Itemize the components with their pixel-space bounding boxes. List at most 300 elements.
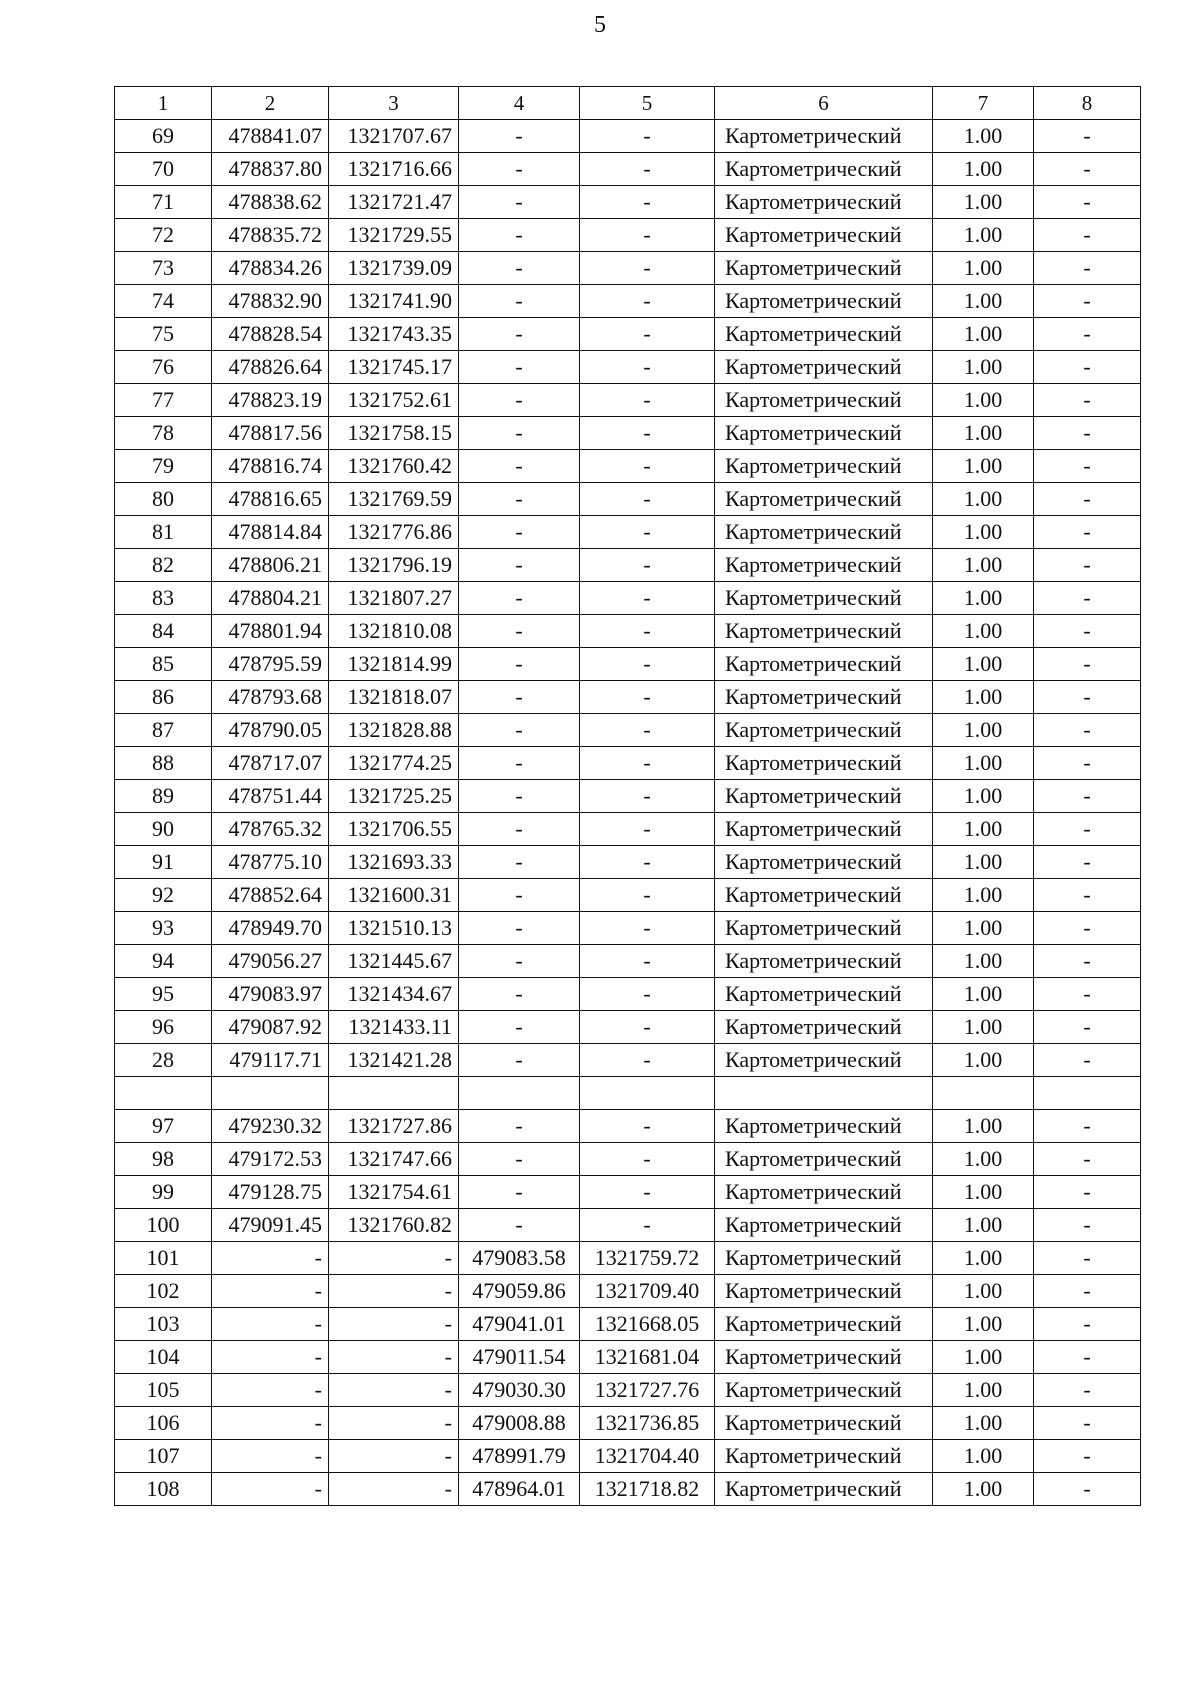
table-cell: 478804.21 — [212, 582, 329, 615]
table-cell: - — [580, 912, 715, 945]
table-cell: 1.00 — [933, 1011, 1034, 1044]
table-cell: - — [459, 120, 580, 153]
table-cell: Картометрический — [715, 1341, 933, 1374]
table-cell: - — [459, 1044, 580, 1077]
table-cell: 478832.90 — [212, 285, 329, 318]
table-cell: - — [459, 318, 580, 351]
table-cell: 479091.45 — [212, 1209, 329, 1242]
table-cell: - — [1034, 1440, 1141, 1473]
table-cell: 89 — [115, 780, 212, 813]
table-cell: 478964.01 — [459, 1473, 580, 1506]
table-cell: - — [212, 1275, 329, 1308]
table-row — [115, 1176, 1141, 1209]
table-cell: - — [1034, 1110, 1141, 1143]
table-cell: 1321709.40 — [580, 1275, 715, 1308]
table-cell: 1.00 — [933, 879, 1034, 912]
table-cell: 1321760.42 — [329, 450, 459, 483]
table-cell — [212, 1077, 329, 1110]
table-cell: 479056.27 — [212, 945, 329, 978]
table-cell: - — [459, 516, 580, 549]
table-cell: 478801.94 — [212, 615, 329, 648]
table-row — [115, 1011, 1141, 1044]
table-cell: 1.00 — [933, 1209, 1034, 1242]
table-cell: - — [1034, 450, 1141, 483]
table-cell: 478775.10 — [212, 846, 329, 879]
table-cell: 1.00 — [933, 483, 1034, 516]
table-cell: - — [580, 318, 715, 351]
table-row — [115, 153, 1141, 186]
table-cell: 1.00 — [933, 285, 1034, 318]
table-cell: Картометрический — [715, 1374, 933, 1407]
table-cell: - — [459, 186, 580, 219]
table-cell: 478834.26 — [212, 252, 329, 285]
table-cell: - — [459, 978, 580, 1011]
table-cell: Картометрический — [715, 516, 933, 549]
table-cell: - — [459, 384, 580, 417]
table-cell: - — [329, 1341, 459, 1374]
table-cell: 1.00 — [933, 1044, 1034, 1077]
table-row — [115, 120, 1141, 153]
table-cell: - — [1034, 582, 1141, 615]
table-cell: - — [459, 1209, 580, 1242]
table-cell: 1321434.67 — [329, 978, 459, 1011]
table-cell: Картометрический — [715, 879, 933, 912]
table-cell: 1.00 — [933, 417, 1034, 450]
table-cell: 1.00 — [933, 516, 1034, 549]
table-cell: Картометрический — [715, 945, 933, 978]
table-cell: 1321741.90 — [329, 285, 459, 318]
table-row — [115, 1374, 1141, 1407]
table-cell: Картометрический — [715, 351, 933, 384]
table-cell: Картометрический — [715, 912, 933, 945]
table-cell: - — [329, 1407, 459, 1440]
table-cell: 1.00 — [933, 1407, 1034, 1440]
table-cell: - — [580, 747, 715, 780]
table-cell: - — [329, 1242, 459, 1275]
table-cell: - — [459, 549, 580, 582]
table-cell: Картометрический — [715, 450, 933, 483]
table-cell: Картометрический — [715, 1011, 933, 1044]
table-cell: Картометрический — [715, 1308, 933, 1341]
table-cell: - — [212, 1374, 329, 1407]
table-cell: 79 — [115, 450, 212, 483]
table-cell: 478835.72 — [212, 219, 329, 252]
table-cell: - — [212, 1341, 329, 1374]
column-header: 3 — [329, 87, 459, 120]
table-row — [115, 1242, 1141, 1275]
table-cell: 94 — [115, 945, 212, 978]
column-header: 7 — [933, 87, 1034, 120]
table-cell: 1.00 — [933, 153, 1034, 186]
table-cell: 1321810.08 — [329, 615, 459, 648]
table-cell: Картометрический — [715, 417, 933, 450]
table-cell: 479117.71 — [212, 1044, 329, 1077]
table-cell: 478816.65 — [212, 483, 329, 516]
table-cell: - — [459, 483, 580, 516]
table-cell — [933, 1077, 1034, 1110]
table-cell: Картометрический — [715, 1242, 933, 1275]
table-cell: 87 — [115, 714, 212, 747]
table-cell: 1.00 — [933, 615, 1034, 648]
table-cell: - — [580, 978, 715, 1011]
table-cell: Картометрический — [715, 714, 933, 747]
table-cell: 1321814.99 — [329, 648, 459, 681]
table-cell: - — [580, 714, 715, 747]
table-cell: - — [580, 1176, 715, 1209]
column-header: 5 — [580, 87, 715, 120]
table-cell: - — [1034, 120, 1141, 153]
table-cell: Картометрический — [715, 582, 933, 615]
table-cell: - — [459, 846, 580, 879]
table-cell: Картометрический — [715, 120, 933, 153]
table-cell: 1321736.85 — [580, 1407, 715, 1440]
table-cell: 93 — [115, 912, 212, 945]
table-row — [115, 1407, 1141, 1440]
table-cell: 97 — [115, 1110, 212, 1143]
table-cell: 478795.59 — [212, 648, 329, 681]
table-cell: - — [459, 1143, 580, 1176]
table-cell: 1.00 — [933, 120, 1034, 153]
table-cell: 1.00 — [933, 219, 1034, 252]
column-header: 8 — [1034, 87, 1141, 120]
table-cell: 478814.84 — [212, 516, 329, 549]
table-cell: 1.00 — [933, 1440, 1034, 1473]
table-cell: 1.00 — [933, 252, 1034, 285]
table-cell: Картометрический — [715, 483, 933, 516]
table-cell: 479008.88 — [459, 1407, 580, 1440]
table-row — [115, 1308, 1141, 1341]
table-cell: - — [1034, 945, 1141, 978]
table-row — [115, 483, 1141, 516]
table-cell: - — [1034, 813, 1141, 846]
table-cell: - — [580, 1011, 715, 1044]
table-row — [115, 879, 1141, 912]
table-cell: 479083.58 — [459, 1242, 580, 1275]
table-cell: - — [459, 714, 580, 747]
table-cell: 479230.32 — [212, 1110, 329, 1143]
table-cell: - — [459, 1110, 580, 1143]
table-cell: Картометрический — [715, 1440, 933, 1473]
table-cell: 106 — [115, 1407, 212, 1440]
table-cell: - — [1034, 417, 1141, 450]
table-cell: 478949.70 — [212, 912, 329, 945]
table-cell: 1321754.61 — [329, 1176, 459, 1209]
table-cell: - — [580, 648, 715, 681]
table-cell: - — [580, 516, 715, 549]
table-cell: - — [580, 186, 715, 219]
table-cell: 1321510.13 — [329, 912, 459, 945]
table-cell: - — [459, 285, 580, 318]
table-cell: - — [580, 1143, 715, 1176]
table-cell: 1321600.31 — [329, 879, 459, 912]
table-cell: - — [459, 351, 580, 384]
table-row — [115, 450, 1141, 483]
table-cell: 28 — [115, 1044, 212, 1077]
table-cell: 479011.54 — [459, 1341, 580, 1374]
table-cell: 1321752.61 — [329, 384, 459, 417]
table-cell: 1.00 — [933, 582, 1034, 615]
table-cell: Картометрический — [715, 648, 933, 681]
table-cell: - — [1034, 1143, 1141, 1176]
table-cell: 1321721.47 — [329, 186, 459, 219]
table-cell: 72 — [115, 219, 212, 252]
table-cell: - — [459, 780, 580, 813]
table-cell: - — [580, 153, 715, 186]
table-cell: Картометрический — [715, 978, 933, 1011]
table-cell: 75 — [115, 318, 212, 351]
table-cell: Картометрический — [715, 1473, 933, 1506]
table-cell: - — [459, 1176, 580, 1209]
table-row — [115, 252, 1141, 285]
table-cell: 82 — [115, 549, 212, 582]
table-cell: 1321828.88 — [329, 714, 459, 747]
table-cell: 74 — [115, 285, 212, 318]
table-cell: Картометрический — [715, 1275, 933, 1308]
table-cell: - — [459, 252, 580, 285]
table-cell: Картометрический — [715, 1209, 933, 1242]
table-cell: - — [1034, 516, 1141, 549]
table-cell: - — [1034, 1374, 1141, 1407]
table-row — [115, 1209, 1141, 1242]
table-cell: - — [1034, 1308, 1141, 1341]
table-cell: - — [1034, 747, 1141, 780]
table-cell: 1321704.40 — [580, 1440, 715, 1473]
table-cell: - — [1034, 1341, 1141, 1374]
table-cell: 478751.44 — [212, 780, 329, 813]
table-cell: 479041.01 — [459, 1308, 580, 1341]
table-row — [115, 351, 1141, 384]
table-cell: 1321729.55 — [329, 219, 459, 252]
table-cell: 1.00 — [933, 813, 1034, 846]
table-cell: 105 — [115, 1374, 212, 1407]
table-cell: Картометрический — [715, 219, 933, 252]
table-cell: 80 — [115, 483, 212, 516]
table-cell: - — [580, 120, 715, 153]
table-cell: - — [212, 1407, 329, 1440]
table-cell: - — [1034, 285, 1141, 318]
table-cell: 1.00 — [933, 384, 1034, 417]
table-cell: Картометрический — [715, 1407, 933, 1440]
table-row — [115, 1473, 1141, 1506]
table-cell: 1321807.27 — [329, 582, 459, 615]
table-cell: 478823.19 — [212, 384, 329, 417]
table-row — [115, 747, 1141, 780]
table-cell: - — [1034, 549, 1141, 582]
table-cell: - — [1034, 780, 1141, 813]
table-row — [115, 1440, 1141, 1473]
table-row — [115, 1143, 1141, 1176]
table-cell: 86 — [115, 681, 212, 714]
table-cell: 1.00 — [933, 714, 1034, 747]
table-cell: 90 — [115, 813, 212, 846]
table-row — [115, 219, 1141, 252]
table-cell: 1.00 — [933, 1176, 1034, 1209]
table-row — [115, 978, 1141, 1011]
table-cell: 78 — [115, 417, 212, 450]
table-cell: - — [459, 450, 580, 483]
table-cell: 1.00 — [933, 648, 1034, 681]
table-cell: 1321668.05 — [580, 1308, 715, 1341]
table-cell: 478826.64 — [212, 351, 329, 384]
table-cell: - — [459, 648, 580, 681]
table-row — [115, 516, 1141, 549]
table-row — [115, 1044, 1141, 1077]
table-cell: - — [1034, 1044, 1141, 1077]
table-cell: 1.00 — [933, 945, 1034, 978]
table-cell: 1321445.67 — [329, 945, 459, 978]
table-cell: 96 — [115, 1011, 212, 1044]
table-cell: - — [1034, 186, 1141, 219]
table-cell: - — [580, 450, 715, 483]
table-cell: 478852.64 — [212, 879, 329, 912]
table-cell — [459, 1077, 580, 1110]
table-cell: 1321759.72 — [580, 1242, 715, 1275]
table-cell: Картометрический — [715, 186, 933, 219]
table-cell: 479172.53 — [212, 1143, 329, 1176]
table-cell: 100 — [115, 1209, 212, 1242]
table-cell: 76 — [115, 351, 212, 384]
table-cell: - — [212, 1308, 329, 1341]
table-cell: 95 — [115, 978, 212, 1011]
table-row — [115, 615, 1141, 648]
coordinates-table — [114, 86, 1141, 1506]
table-cell: - — [1034, 351, 1141, 384]
column-header: 4 — [459, 87, 580, 120]
table-cell: - — [580, 384, 715, 417]
table-cell: - — [1034, 978, 1141, 1011]
table-cell: - — [580, 681, 715, 714]
table-cell: Картометрический — [715, 318, 933, 351]
column-header: 6 — [715, 87, 933, 120]
table-cell: 1321693.33 — [329, 846, 459, 879]
column-header: 1 — [115, 87, 212, 120]
table-cell: 1321433.11 — [329, 1011, 459, 1044]
table-row — [115, 912, 1141, 945]
table-cell: 1.00 — [933, 1110, 1034, 1143]
table-cell: 1321739.09 — [329, 252, 459, 285]
table-cell: 1321707.67 — [329, 120, 459, 153]
table-cell: 1321725.25 — [329, 780, 459, 813]
table-cell: 1.00 — [933, 1341, 1034, 1374]
table-row — [115, 318, 1141, 351]
table-cell: Картометрический — [715, 747, 933, 780]
table-cell: - — [329, 1275, 459, 1308]
page-number: 5 — [594, 12, 606, 38]
table-cell: - — [212, 1242, 329, 1275]
table-cell: 1.00 — [933, 912, 1034, 945]
table-cell: - — [1034, 714, 1141, 747]
table-cell: - — [1034, 153, 1141, 186]
table-cell: 1321718.82 — [580, 1473, 715, 1506]
table-cell: 1321743.35 — [329, 318, 459, 351]
table-cell: 92 — [115, 879, 212, 912]
table-cell: 84 — [115, 615, 212, 648]
table-cell: 104 — [115, 1341, 212, 1374]
table-cell: 1321421.28 — [329, 1044, 459, 1077]
table-row — [115, 1110, 1141, 1143]
table-cell: - — [329, 1308, 459, 1341]
table-cell: - — [1034, 879, 1141, 912]
table-cell: - — [1034, 1407, 1141, 1440]
table-cell: - — [1034, 912, 1141, 945]
table-cell: 1321706.55 — [329, 813, 459, 846]
table-cell: 73 — [115, 252, 212, 285]
table-row — [115, 813, 1141, 846]
table-cell: - — [580, 945, 715, 978]
table-cell: 478793.68 — [212, 681, 329, 714]
table-cell: - — [580, 1209, 715, 1242]
table-cell: - — [1034, 1209, 1141, 1242]
table-cell: Картометрический — [715, 615, 933, 648]
table-cell: - — [580, 615, 715, 648]
table-cell: - — [1034, 252, 1141, 285]
table-cell: - — [1034, 219, 1141, 252]
table-cell: - — [580, 285, 715, 318]
table-cell: Картометрический — [715, 384, 933, 417]
table-cell: - — [1034, 681, 1141, 714]
table-cell: Картометрический — [715, 846, 933, 879]
table-cell: 478838.62 — [212, 186, 329, 219]
table-cell: 479083.97 — [212, 978, 329, 1011]
table-cell: - — [459, 747, 580, 780]
table-cell: 1.00 — [933, 1242, 1034, 1275]
table-cell: 478817.56 — [212, 417, 329, 450]
table-cell: Картометрический — [715, 1044, 933, 1077]
table-cell: - — [459, 1011, 580, 1044]
table-cell: 478828.54 — [212, 318, 329, 351]
table-cell: Картометрический — [715, 1143, 933, 1176]
table-cell: 1.00 — [933, 1374, 1034, 1407]
table-cell: Картометрический — [715, 285, 933, 318]
table-cell: 71 — [115, 186, 212, 219]
table-cell: - — [329, 1473, 459, 1506]
table-cell: 1321716.66 — [329, 153, 459, 186]
table-cell: Картометрический — [715, 1110, 933, 1143]
table-cell: - — [580, 1044, 715, 1077]
table-cell: 478841.07 — [212, 120, 329, 153]
table-cell: - — [580, 252, 715, 285]
table-cell: - — [329, 1374, 459, 1407]
table-cell: 70 — [115, 153, 212, 186]
table-cell: - — [459, 681, 580, 714]
table-cell: 88 — [115, 747, 212, 780]
table-row — [115, 384, 1141, 417]
table-row — [115, 549, 1141, 582]
table-row — [115, 186, 1141, 219]
table-cell — [115, 1077, 212, 1110]
table-cell: 478717.07 — [212, 747, 329, 780]
table-row — [115, 681, 1141, 714]
table-cell: - — [459, 879, 580, 912]
table-cell: 1321776.86 — [329, 516, 459, 549]
table-cell: Картометрический — [715, 252, 933, 285]
table-cell: - — [459, 153, 580, 186]
table-row — [115, 780, 1141, 813]
table-cell: 81 — [115, 516, 212, 549]
table-cell: - — [1034, 1275, 1141, 1308]
table-cell: - — [580, 483, 715, 516]
table-cell: 98 — [115, 1143, 212, 1176]
table-cell: 1321727.86 — [329, 1110, 459, 1143]
table-cell: 478790.05 — [212, 714, 329, 747]
table-cell: 1321818.07 — [329, 681, 459, 714]
table-cell: 99 — [115, 1176, 212, 1209]
table-cell: - — [459, 912, 580, 945]
table-row — [115, 1341, 1141, 1374]
table-cell: - — [1034, 1011, 1141, 1044]
table-cell: 479030.30 — [459, 1374, 580, 1407]
table-cell: - — [580, 219, 715, 252]
